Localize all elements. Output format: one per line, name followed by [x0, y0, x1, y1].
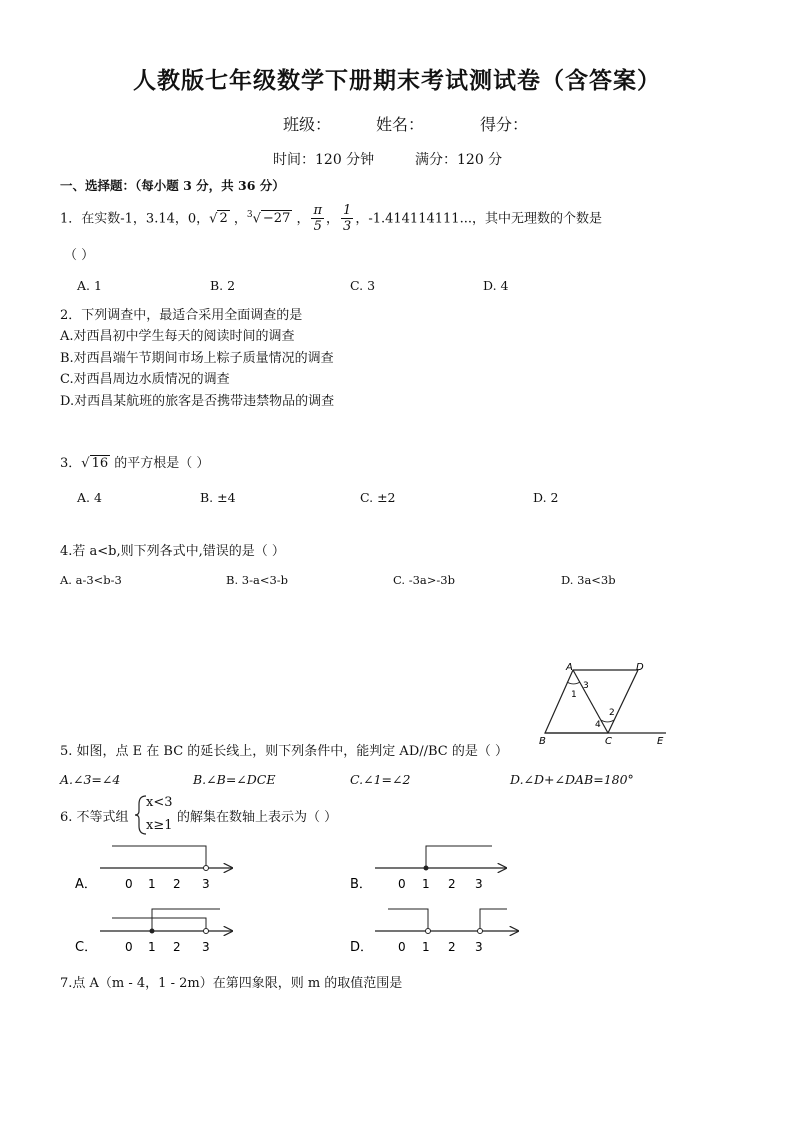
number-line-b[interactable] — [350, 846, 506, 892]
svg-text:2: 2 — [173, 940, 181, 954]
q2-option-b[interactable]: B.对西昌端午节期间市场上粽子质量情况的调查 — [60, 351, 334, 366]
question-2-stem: 2．下列调查中，最适合采用全面调查的是 — [60, 308, 303, 323]
label-angle-2: 2 — [609, 708, 615, 718]
q4-option-b[interactable]: B. 3-a<3-b — [226, 573, 289, 587]
section-title: 一、选择题：（每小题 3 分，共 36 分） — [60, 178, 285, 193]
q5-option-b[interactable]: B.∠B=∠DCE — [193, 772, 276, 787]
q3-option-a[interactable]: A. 4 — [77, 490, 102, 505]
label-angle-3: 3 — [583, 681, 589, 691]
q1-option-c[interactable]: C. 3 — [350, 278, 376, 293]
svg-text:2: 2 — [448, 877, 456, 891]
label-e: E — [657, 736, 664, 747]
name-label: 姓名： — [376, 115, 425, 134]
sqrt-2: √ 2 — [209, 211, 228, 227]
svg-text:1: 1 — [148, 877, 156, 891]
question-4-stem: 4.若 a<b,则下列各式中,错误的是（ ） — [60, 544, 285, 559]
q3-option-b[interactable]: B. ±4 — [200, 490, 236, 505]
number-line-d[interactable] — [350, 909, 518, 955]
svg-text:2: 2 — [448, 940, 456, 954]
option-b-label: B． — [350, 877, 372, 892]
q1-prefix: 1．在实数-1，3.14，0， — [60, 211, 210, 227]
label-a: A — [566, 662, 573, 673]
label-d: D — [636, 662, 644, 673]
sqrt-16: √ 16 — [81, 456, 109, 471]
inequality-1: x<3 — [146, 795, 173, 810]
svg-text:0: 0 — [125, 877, 133, 891]
q4-option-c[interactable]: C. -3a>-3b — [393, 573, 455, 587]
inequality-2: x≥1 — [146, 818, 173, 833]
svg-text:3: 3 — [475, 940, 483, 954]
option-d-label: D． — [350, 940, 374, 955]
question-5-stem: 5. 如图，点 E 在 BC 的延长线上，则下列条件中，能判定 AD//BC 的是（ ） — [60, 744, 509, 759]
label-c: C — [605, 736, 612, 747]
q1-option-b[interactable]: B. 2 — [210, 278, 236, 293]
q5-option-d[interactable]: D.∠D+∠DAB=180° — [510, 772, 634, 787]
number-line-a[interactable] — [75, 846, 232, 892]
label-angle-1: 1 — [571, 690, 577, 700]
svg-text:1: 1 — [422, 877, 430, 891]
cbrt-neg27: √ −27 — [252, 211, 291, 227]
svg-text:3: 3 — [202, 940, 210, 954]
option-a-label: A． — [75, 877, 97, 892]
svg-text:0: 0 — [398, 877, 406, 891]
option-c-label: C． — [75, 940, 98, 955]
svg-text:0: 0 — [125, 940, 133, 954]
svg-text:3: 3 — [202, 877, 210, 891]
question-1-stem: 1．在实数-1，3.14，0，√ 2 ，$^3$√ −27 ， $\frac{\pi}{5}$ ， $\frac{1}{3}$ ，-1.414114111...，其中无理数的个数是 — [60, 203, 602, 235]
q3-option-d[interactable]: D. 2 — [533, 490, 559, 505]
fraction-1-3: $\frac{1}{3}$ — [343, 203, 352, 235]
q4-option-d[interactable]: D. 3a<3b — [561, 573, 616, 587]
label-b: B — [539, 736, 546, 747]
class-label: 班级： — [283, 115, 332, 134]
number-line-options — [60, 836, 530, 956]
svg-text:1: 1 — [422, 940, 430, 954]
page-title: 人教版七年级数学下册期末考试测试卷（含答案） — [133, 67, 661, 94]
question-3-stem: 3．√ 16 的平方根是（ ） — [60, 456, 210, 471]
q1-paren: （ ） — [64, 248, 95, 263]
q3-option-c[interactable]: C. ±2 — [360, 490, 396, 505]
q2-option-d[interactable]: D.对西昌某航班的旅客是否携带违禁物品的调查 — [60, 394, 335, 409]
number-line-c[interactable] — [75, 909, 232, 955]
q2-option-a[interactable]: A.对西昌初中学生每天的阅读时间的调查 — [60, 329, 295, 344]
q2-option-c[interactable]: C.对西昌周边水质情况的调查 — [60, 372, 230, 387]
fraction-pi-5: $\frac{\pi}{5}$ — [313, 203, 323, 235]
q1-suffix: ，-1.414114111...，其中无理数的个数是 — [355, 211, 602, 227]
question-6-prefix: 6. 不等式组 — [60, 810, 129, 825]
svg-text:3: 3 — [475, 877, 483, 891]
question-7-stem: 7.点 A（m - 4，1 - 2m）在第四象限，则 m 的取值范围是 — [60, 976, 403, 991]
label-angle-4: 4 — [595, 720, 601, 730]
svg-text:2: 2 — [173, 877, 181, 891]
score-label: 得分： — [480, 115, 529, 134]
svg-text:1: 1 — [148, 940, 156, 954]
q1-option-a[interactable]: A. 1 — [77, 278, 102, 293]
q5-option-a[interactable]: A.∠3=∠4 — [60, 772, 121, 787]
parallelogram-figure — [530, 660, 680, 750]
q1-option-d[interactable]: D. 4 — [483, 278, 509, 293]
svg-text:0: 0 — [398, 940, 406, 954]
cbrt-index: 3 — [246, 210, 253, 220]
full-marks-info: 满分：120 分 — [415, 152, 503, 168]
q5-option-c[interactable]: C.∠1=∠2 — [350, 772, 411, 787]
q4-option-a[interactable]: A. a-3<b-3 — [60, 573, 122, 587]
time-info: 时间：120 分钟 — [273, 152, 375, 168]
question-6-suffix: 的解集在数轴上表示为（ ） — [177, 810, 338, 825]
